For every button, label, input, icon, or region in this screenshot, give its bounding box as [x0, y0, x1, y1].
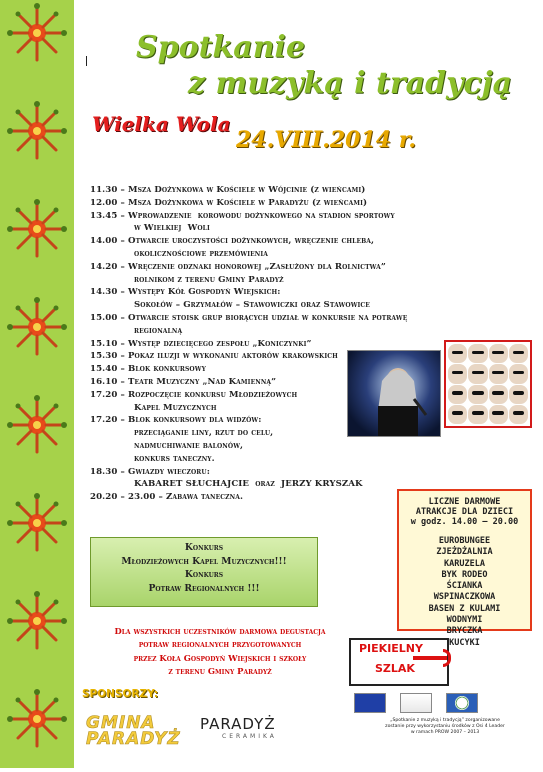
gmina-paradyz-logo [86, 715, 181, 747]
face-icon [489, 405, 508, 424]
attraction-item: BRYCZKA [446, 626, 483, 637]
face-icon [468, 385, 487, 404]
schedule-time: 15.00 – [90, 312, 128, 323]
schedule-text: Wręczenie odznaki honorowej „Zasłużony dla Rolnictwa” [128, 261, 386, 272]
schedule-text: okolicznościowe przemówienia [134, 248, 269, 259]
schedule-text: Pokaz iluzji w wykonaniu aktorów krakowskich [128, 351, 338, 362]
attraction-item: WSPINACZKOWA [433, 592, 496, 603]
schedule-text: Sokołów – Grzymałów – Stawowiczki oraz Stawowice [134, 300, 370, 311]
schedule-row [90, 338, 480, 351]
pitchfork-icon [413, 656, 447, 660]
ceramika-label: CERAMIKA [222, 733, 277, 740]
schedule-text: Rozpoczęcie konkursu Młodzieżowych [128, 389, 298, 400]
singer-photo [347, 350, 441, 437]
face-icon [489, 385, 508, 404]
schedule-row [90, 440, 480, 453]
eu-flag-icon [354, 693, 386, 713]
schedule-text: Otwarcie uroczystości dożynkowych, wręczenie chleba, [128, 236, 375, 247]
schedule-text: 23.00 – Zabawa taneczna. [128, 492, 244, 503]
attraction-item: BYK RODEO [441, 569, 488, 580]
schedule-text: Kapel Muzycznych [134, 402, 217, 413]
schedule-row [90, 261, 480, 274]
tasting-line: potraw regionalnych przygotowanych [138, 639, 302, 650]
contest-line: Młodzieżowych Kapel Muzycznych!!! [121, 555, 287, 567]
tasting-note [84, 625, 356, 679]
face-icon [509, 364, 528, 383]
contest-box [90, 537, 318, 607]
face-icon [509, 385, 528, 404]
schedule-text: nadmuchiwanie balonów, [134, 440, 244, 451]
face-icon [468, 344, 487, 363]
schedule-row [90, 466, 480, 479]
schedule-time: 15.40 – [90, 364, 128, 375]
schedule-list [90, 184, 480, 504]
schedule-text: Teatr Muzyczny „Nad Kamienną” [128, 376, 277, 387]
face-icon [468, 364, 487, 383]
piekielny-szlak-badge [349, 638, 449, 686]
schedule-text: konkurs taneczny. [134, 453, 215, 464]
schedule-text: Otwarcie stoisk grup biorących udział w konkursie na potrawę [128, 312, 408, 323]
place-name: Wielka Wola [92, 112, 231, 136]
attraction-item: BASEN Z KULAMI [428, 603, 501, 614]
schedule-time: 17.20 – [90, 415, 128, 426]
schedule-row [90, 274, 480, 287]
schedule-row [90, 184, 480, 197]
schedule-row [90, 312, 480, 325]
schedule-time: 14.00 – [90, 236, 128, 247]
schedule-time: 15.10 – [90, 338, 128, 349]
schedule-row [90, 197, 480, 210]
attraction-item: KUCYKI [449, 637, 480, 648]
schedule-time: 14.30 – [90, 287, 128, 298]
funding-note [355, 718, 535, 736]
funding-line: „Spotkanie z muzyką i tradycją” zorganizowane [390, 718, 500, 723]
face-icon [448, 344, 467, 363]
schedule-time: 18.30 – [90, 466, 128, 477]
funding-line: w ramach PROW 2007 – 2013 [410, 730, 480, 735]
schedule-row [90, 210, 480, 223]
schedule-text: Wprowadzenie korowodu dożynkowego na stadion sportowy [128, 210, 395, 221]
schedule-row [90, 222, 480, 235]
face-icon [489, 344, 508, 363]
schedule-text: KABARET SŁUCHAJCIE oraz JERZY KRYSZAK [134, 479, 363, 490]
attractions-heading-2: ATRAKCJE DLA DZIECI [415, 507, 514, 517]
contest-line: Konkurs [184, 569, 224, 581]
tasting-line: Dla wszystkich uczestników darmowa degustacja [114, 626, 326, 636]
face-icon [468, 405, 487, 424]
gmina-logo-line-1: GMINA [86, 713, 156, 733]
schedule-time: 13.45 – [90, 210, 128, 221]
schedule-row [90, 286, 480, 299]
contest-line: Konkurs [184, 542, 224, 553]
singer-image-icon [348, 351, 440, 436]
paradyz-ceramika-logo: PARADYŻ [200, 715, 276, 733]
badge-line-2: SZLAK [375, 662, 415, 675]
event-date: 24.VIII.2014 r. [236, 127, 416, 153]
schedule-row [90, 235, 480, 248]
schedule-time: 14.20 – [90, 261, 128, 272]
attraction-item: WODNYMI [446, 615, 483, 626]
text-cursor [86, 56, 87, 66]
tasting-line: przez Koła Gospodyń Wiejskich i szkoły [133, 652, 307, 663]
title-line-2: z muzyką i tradycją [188, 66, 513, 101]
schedule-text: Blok konkursowy dla widzów: [128, 415, 262, 426]
face-icon [489, 364, 508, 383]
flower-pattern-icon [0, 0, 74, 768]
attractions-box [397, 489, 532, 648]
schedule-time: 11.30 – [90, 185, 128, 195]
schedule-text: Występ dziecięcego zespołu „Koniczynki” [128, 338, 312, 349]
schedule-row [90, 453, 480, 466]
gmina-logo-line-2: PARADYŻ [86, 729, 181, 749]
schedule-time: 12.00 – [90, 197, 128, 208]
schedule-time: 16.10 – [90, 376, 128, 387]
prow-logo-icon [446, 693, 478, 713]
schedule-row [90, 299, 480, 312]
face-icon [448, 364, 467, 383]
attractions-heading-1: LICZNE DARMOWE [428, 497, 501, 507]
sponsors-label: SPONSORZY: [82, 688, 159, 700]
attraction-item: ZJEŻDŻALNIA [436, 547, 493, 558]
schedule-text: w Wielkiej Woli [134, 223, 210, 234]
face-icon [509, 344, 528, 363]
attractions-hours: w godz. 14.00 – 20.00 [410, 517, 519, 527]
schedule-text: Występy Kół Gospodyń Wiejskich: [128, 287, 281, 298]
schedule-text: Gwiazdy wieczoru: [128, 466, 210, 477]
schedule-text: przeciąganie liny, rzut do celu, [134, 428, 274, 439]
schedule-time: 20.20 – [90, 492, 128, 503]
face-icon [448, 405, 467, 424]
schedule-time: 15.30 – [90, 351, 128, 362]
schedule-text: Blok konkursowy [128, 364, 206, 375]
schedule-text: Msza Dożynkowa w Kościele w Wójcinie (z wieńcami) [128, 185, 366, 195]
schedule-text: Msza Dożynkowa w Kościele w Paradyżu (z wieńcami) [128, 197, 368, 208]
cabaret-faces-photo [444, 340, 532, 428]
schedule-text: regionalną [134, 325, 183, 336]
funding-logos [354, 693, 478, 713]
attraction-item: EUROBUNGEE [438, 536, 491, 546]
schedule-time: 17.20 – [90, 389, 128, 400]
schedule-text: rolnikom z terenu Gminy Paradyż [134, 274, 284, 285]
attraction-item: KARUZELA [444, 558, 485, 569]
attraction-item: ŚCIANKA [446, 581, 483, 592]
contest-line: Potraw Regionalnych !!! [148, 582, 260, 594]
badge-line-1: PIEKIELNY [359, 642, 423, 655]
funding-line: zostanie przy wykorzystaniu środków z Osi 4 Leader [385, 724, 505, 729]
schedule-row [90, 325, 480, 338]
face-icon [509, 405, 528, 424]
title-line-1: Spotkanie [136, 30, 306, 65]
leader-logo-icon [400, 693, 432, 713]
tasting-line: z terenu Gminy Paradyż [168, 666, 272, 677]
flower-border [0, 0, 74, 768]
face-icon [448, 385, 467, 404]
schedule-row [90, 248, 480, 261]
